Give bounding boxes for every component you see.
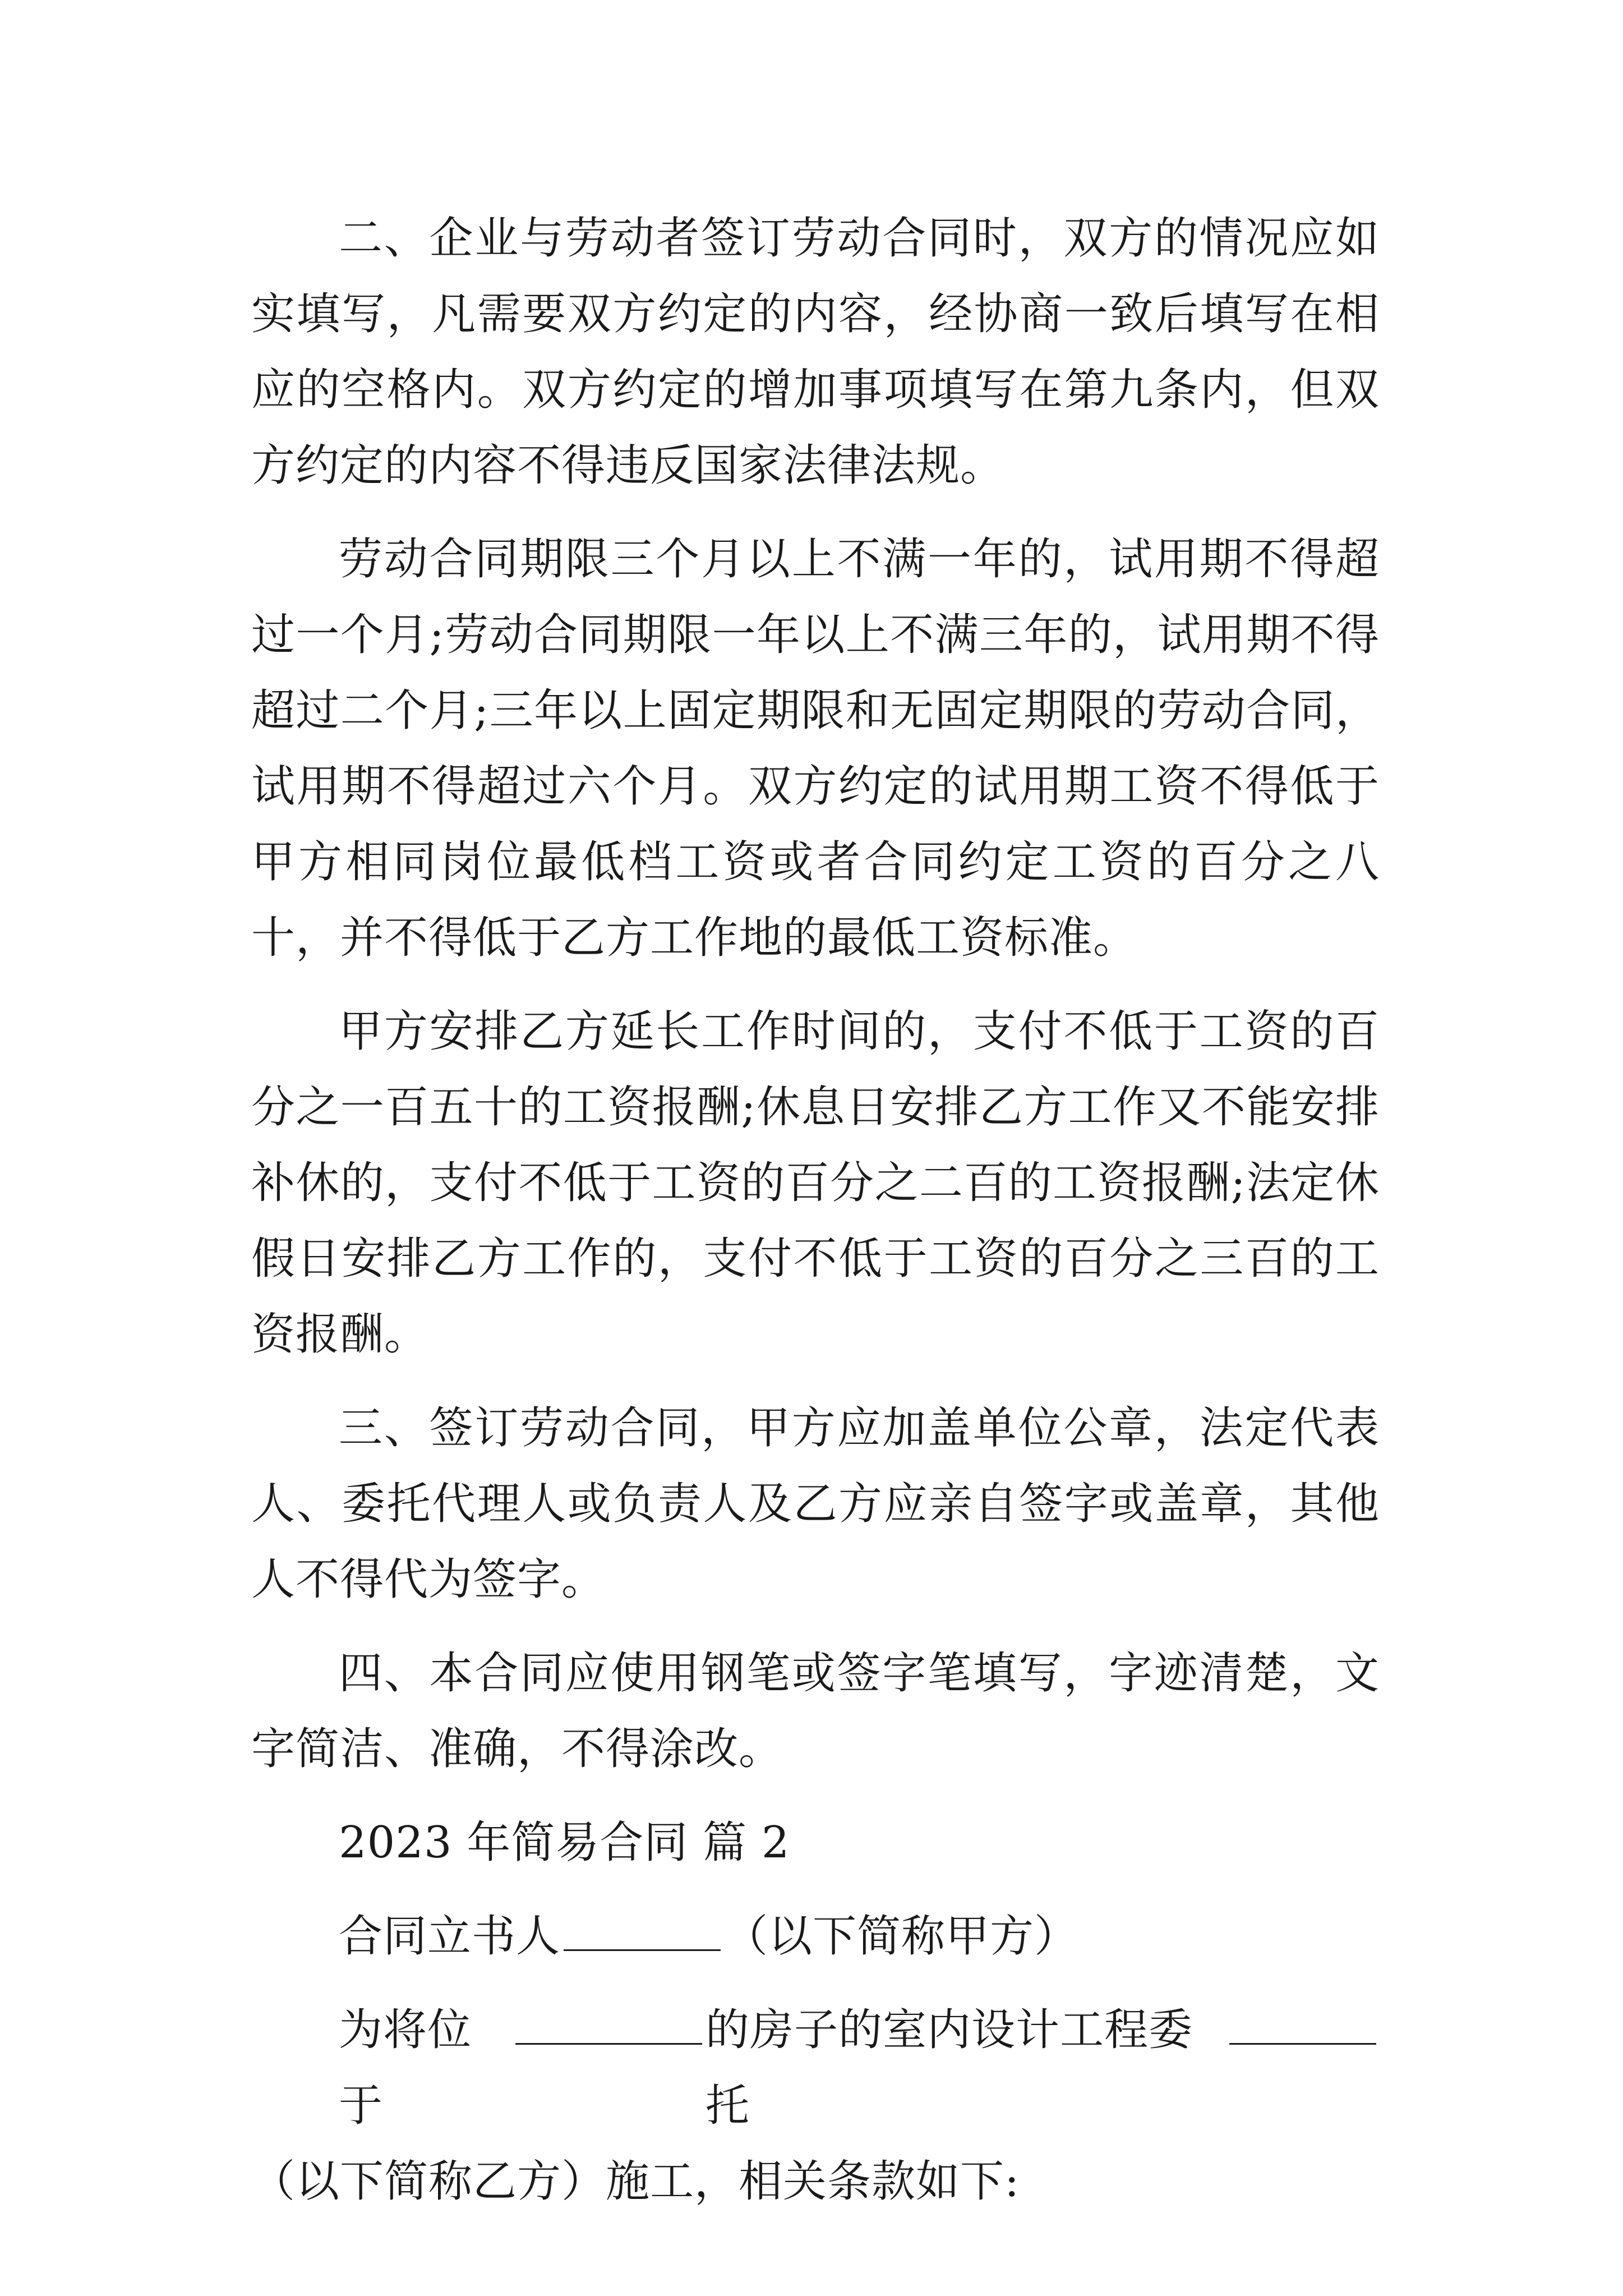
project-label: 为将位于 xyxy=(339,2005,472,2131)
paragraph-overtime: 甲方安排乙方延长工作时间的，支付不低于工资的百分之一百五十的工资报酬;休息日安排乙方工作又不能安排补休的，支付不低于工资的百分之二百的工资报酬;法定休假日安排乙方工作的，支付不低于工资的百分之三百的工资报酬。 xyxy=(251,1006,1380,1360)
paragraph-writing-rules: 四、本合同应使用钢笔或签字笔填写，字迹清楚，文字简洁、准确，不得涂改。 xyxy=(251,1648,1380,1774)
paragraph-probation: 劳动合同期限三个月以上不满一年的，试用期不得超过一个月;劳动合同期限一年以上不满三年的，试用期不得超过二个月;三年以上固定期限和无固定期限的劳动合同，试用期不得超过六个月。双方约定的试用期工资不得低于甲方相同岗位最低档工资或者合同约定工资的百分之八十，并不得低于乙方工作地的最低工资标准。 xyxy=(251,534,1380,963)
project-line-continued: （以下简称乙方）施工，相关条款如下: xyxy=(251,2156,1020,2207)
party-a-line xyxy=(251,1899,1380,1975)
document-page xyxy=(251,201,1380,2220)
party-a-note: （以下简称甲方） xyxy=(724,1911,1079,1962)
paragraph-signing-rules: 二、企业与劳动者签订劳动合同时，双方的情况应如实填写，凡需要双方约定的内容，经协商一致后填写在相应的空格内。双方约定的增加事项填写在第九条内，但双方约定的内容不得违反国家法律法规。 xyxy=(251,213,1380,491)
paragraph-seal-signature: 三、签订劳动合同，甲方应加盖单位公章，法定代表人、委托代理人或负责人及乙方应亲自签字或盖章，其他人不得代为签字。 xyxy=(251,1403,1380,1605)
project-middle: 的房子的室内设计工程委托 xyxy=(706,2005,1193,2131)
party-a-blank[interactable] xyxy=(564,1916,721,1951)
location-blank[interactable] xyxy=(515,2009,702,2045)
project-line xyxy=(251,1993,1380,2144)
section-heading: 2023 年简易合同 篇 2 xyxy=(339,1818,790,1868)
party-a-label: 合同立书人 xyxy=(339,1911,561,1962)
contractor-blank[interactable] xyxy=(1229,2009,1376,2045)
